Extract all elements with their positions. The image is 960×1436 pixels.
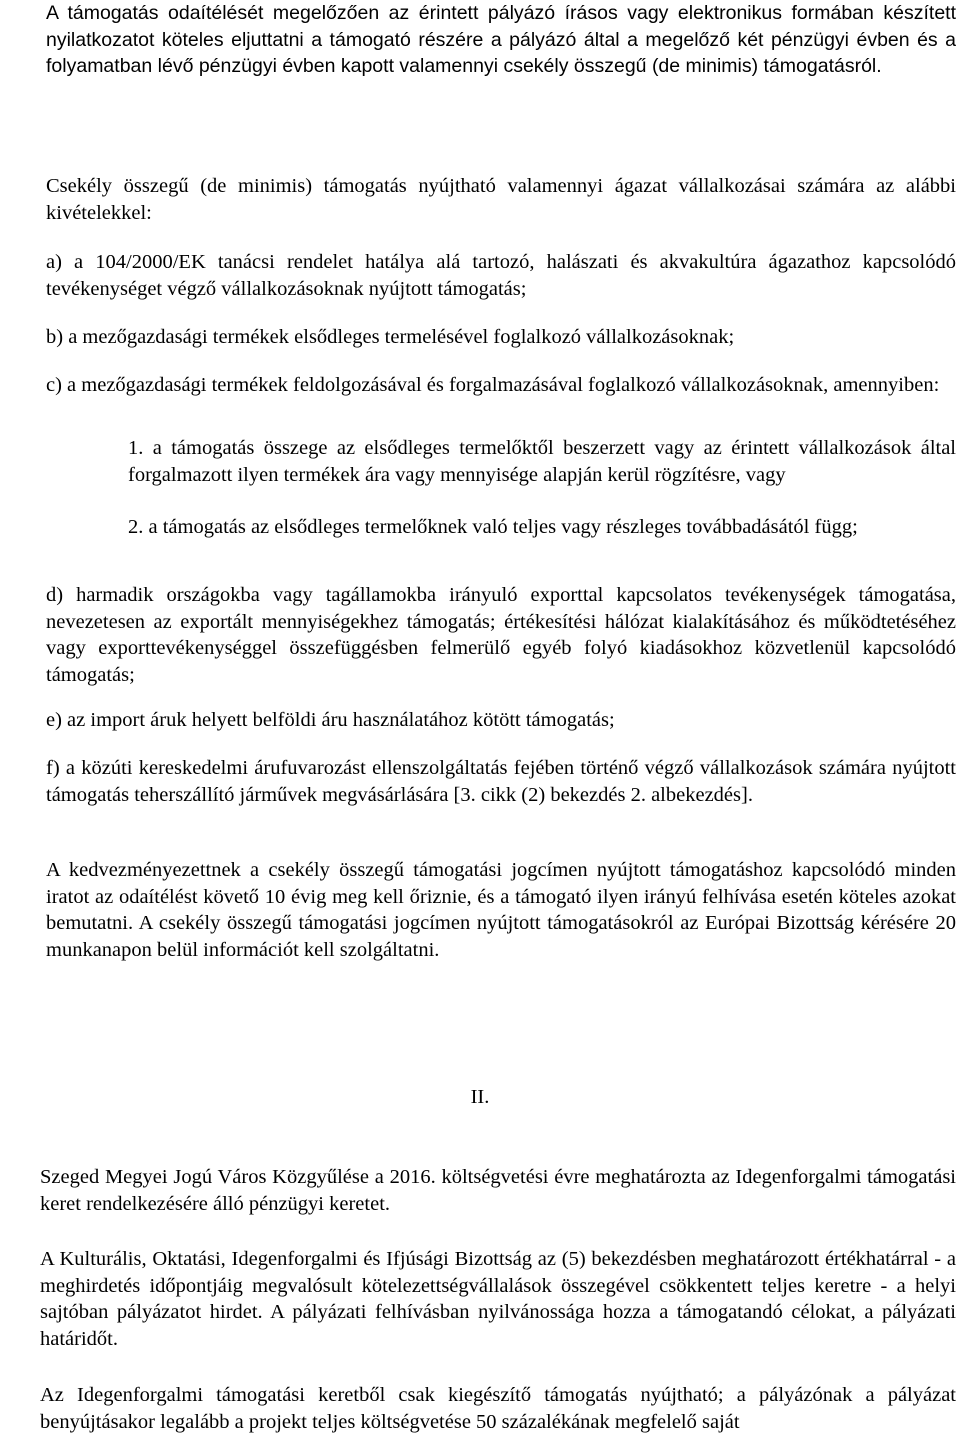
de-minimis-paragraph: Csekély összegű (de minimis) támogatás nyújtható valamennyi ágazat vállalkozásai számára az alábbi kivételekkel: [46, 175, 956, 224]
exception-e: e) az import áruk helyett belföldi áru használatához kötött támogatás; [46, 709, 615, 731]
item-text: A Kulturális, Oktatási, Idegenforgalmi és Ifjúsági Bizottság az (5) bekezdésben meghatározott értékhatárral - a meghirdetés időpontjáig megvalósult kötelezettségvállalások összegével csökkentett teljes keretre - a helyi sajtóban pályázatot hirdet. A pályázati felhívásban nyilvánossága hozza a támogatandó célokat, a pályázati határidőt. [40, 1248, 956, 1350]
exception-c-point-2: 2. a támogatás az elsődleges termelőknek való teljes vagy részleges továbbadásától függ; [128, 516, 858, 538]
exception-b: b) a mezőgazdasági termékek elsődleges termelésével foglalkozó vállalkozásoknak; [46, 326, 735, 348]
exception-f: f) a közúti kereskedelmi árufuvarozást ellenszolgáltatás fejében történő végző vállalkozások számára nyújtott támogatás teherszállító járművek megvásárlására [3. cikk (2) bekezdés 2. albekezdés]. [46, 757, 956, 806]
section-item-2 [4, 1246, 956, 1352]
exception-c: c) a mezőgazdasági termékek feldolgozásával és forgalmazásával foglalkozó vállalkozásoknak, amennyiben: [46, 374, 940, 396]
exception-d: d) harmadik országokba vagy tagállamokba irányuló exporttal kapcsolatos tevékenységek támogatása, nevezetesen az exportált mennyiségekhez támogatás; értékesítési hálózat kialakításához és működtetéséhez vagy exporttevékenységgel összefüggésben felmerülő egyéb folyó kiadásokhoz közvetlenül kapcsolódó támogatás; [46, 584, 956, 686]
intro-paragraph: A támogatás odaítélését megelőzően az érintett pályázó írásos vagy elektronikus formában készített nyilatkozatot köteles eljuttatni a támogató részére a pályázó által a megelőző két pénzügyi évben és a folyamatban lévő pénzügyi évben kapott valamennyi csekély összegű (de minimis) támogatásról. [46, 2, 956, 77]
exception-a: a) a 104/2000/EK tanácsi rendelet hatálya alá tartozó, halászati és akvakultúra ágazathoz kapcsolódó tevékenységet végző vállalkozásoknak nyújtott támogatás; [46, 251, 956, 300]
section-item-1 [4, 1164, 956, 1217]
item-text: Az Idegenforgalmi támogatási keretből csak kiegészítő támogatás nyújtható; a pályázónak a pályázat benyújtásakor legalább a projekt teljes költségvetése 50 százalékának megfelelő saját [40, 1384, 956, 1433]
retention-paragraph: A kedvezményezettnek a csekély összegű támogatási jogcímen nyújtott támogatáshoz kapcsolódó minden iratot az odaítélést követő 10 évig meg kell őriznie, és a támogató ilyen irányú felhívása esetén köteles azokat bemutatni. A csekély összegű támogatási jogcímen nyújtott támogatásokról az Európai Bizottság kérésére 20 munkanapon belül információt kell szolgáltatni. [46, 859, 956, 961]
item-number [4, 1246, 40, 1273]
item-number [4, 1382, 40, 1409]
item-text: Szeged Megyei Jogú Város Közgyűlése a 2016. költségvetési évre meghatározta az Idegenforgalmi támogatási keret rendelkezésére álló pénzügyi keretet. [40, 1166, 956, 1215]
exception-c-point-1: 1. a támogatás összege az elsődleges termelőktől beszerzett vagy az érintett vállalkozások által forgalmazott ilyen termékek ára vagy mennyisége alapján kerül rögzítésre, vagy [128, 437, 956, 486]
section-heading: II. [470, 1086, 490, 1108]
item-number [4, 1164, 40, 1191]
section-item-3 [4, 1382, 956, 1435]
